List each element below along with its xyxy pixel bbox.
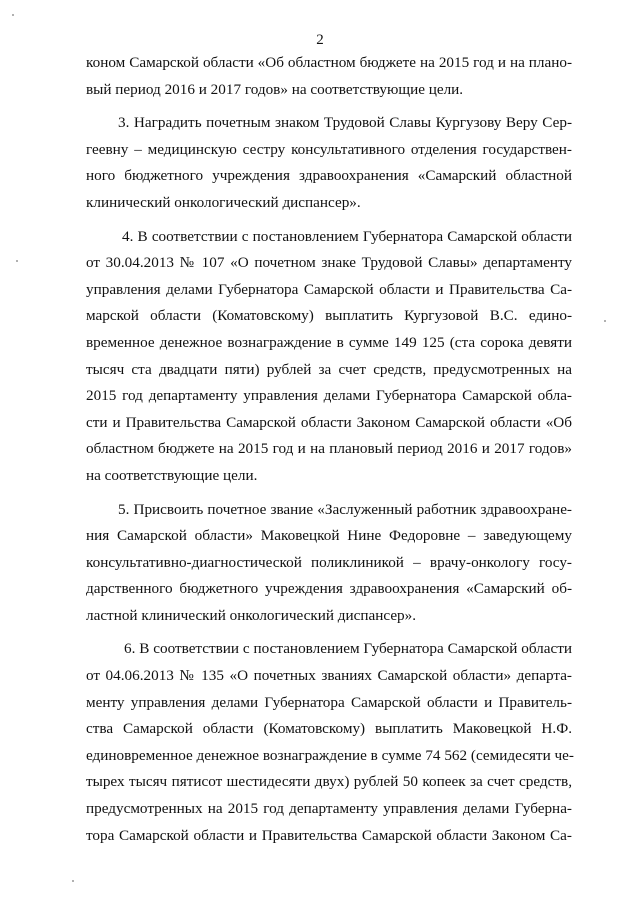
text-line: 4. В соответствии с постановлением Губернатора Самарской области bbox=[122, 227, 572, 245]
scan-speck bbox=[16, 260, 18, 262]
text-line: 6. В соответствии с постановлением Губернатора Самарской области bbox=[124, 640, 572, 658]
text-line: ства Самарской области (Коматовскому) выплатить Маковецкой Н.Ф. bbox=[86, 720, 572, 738]
text-line: единовременное денежное вознаграждение в сумме 74 562 (семидесяти че- bbox=[86, 746, 574, 764]
scan-speck bbox=[12, 14, 14, 16]
text-line: тысяч ста двадцати пяти) рублей за счет средств, предусмотренных на bbox=[86, 360, 572, 378]
text-line: клинический онкологический диспансер». bbox=[86, 193, 361, 211]
paragraph-item-3 bbox=[86, 110, 572, 216]
text-line: дарственного бюджетного учреждения здравоохранения «Самарский об- bbox=[86, 580, 572, 598]
page-number: 2 bbox=[316, 32, 324, 48]
text-line: сти и Правительства Самарской области Законом Самарской области «Об bbox=[86, 413, 572, 431]
text-line: на соответствующие цели. bbox=[86, 466, 258, 484]
text-line: марской области (Коматовскому) выплатить Кургузовой В.С. едино- bbox=[86, 307, 572, 325]
text-line: от 04.06.2013 № 135 «О почетных званиях Самарской области» департа- bbox=[86, 667, 572, 685]
text-line: коном Самарской области «Об областном бюджете на 2015 год и на плано- bbox=[86, 54, 572, 71]
text-line: 5. Присвоить почетное звание «Заслуженный работник здравоохране- bbox=[118, 500, 572, 518]
text-line: менту управления делами Губернатора Самарской области и Правитель- bbox=[86, 693, 572, 711]
text-line: тырех тысяч пятисот шестидесяти двух) рублей 50 копеек за счет средств, bbox=[86, 773, 572, 791]
text-line: консультативно-диагностической поликлиникой – врачу-онкологу госу- bbox=[86, 553, 572, 571]
scan-speck bbox=[604, 320, 606, 322]
document-body bbox=[86, 50, 572, 856]
text-line: вый период 2016 и 2017 годов» на соответствующие цели. bbox=[86, 80, 464, 98]
text-line: тора Самарской области и Правительства Самарской области Законом Са- bbox=[86, 826, 572, 844]
text-line: предусмотренных на 2015 год департаменту управления делами Губерна- bbox=[86, 800, 572, 818]
text-line: управления делами Губернатора Самарской области и Правительства Са- bbox=[86, 280, 572, 298]
text-line: геевну – медицинскую сестру консультативного отделения государствен- bbox=[86, 140, 572, 158]
text-line: 2015 год департаменту управления делами Губернатора Самарской обла- bbox=[86, 387, 572, 405]
text-line: ного бюджетного учреждения здравоохранения «Самарский областной bbox=[86, 167, 572, 185]
text-line: ластной клинический онкологический диспансер». bbox=[86, 606, 417, 624]
text-line: от 30.04.2013 № 107 «О почетном знаке Трудовой Славы» департаменту bbox=[86, 254, 572, 272]
text-line: областном бюджете на 2015 год и на плановый период 2016 и 2017 годов» bbox=[86, 440, 572, 458]
paragraph-continuation bbox=[86, 50, 572, 103]
text-line: ния Самарской области» Маковецкой Нине Федоровне – заведующему bbox=[86, 527, 572, 545]
paragraph-item-6 bbox=[86, 636, 572, 849]
scan-speck bbox=[72, 880, 74, 882]
text-line: 3. Наградить почетным знаком Трудовой Славы Кургузову Веру Сер- bbox=[118, 114, 572, 132]
paragraph-item-4 bbox=[86, 224, 572, 490]
text-line: временное денежное вознаграждение в сумме 149 125 (ста сорока девяти bbox=[86, 333, 572, 351]
paragraph-item-5 bbox=[86, 497, 572, 630]
